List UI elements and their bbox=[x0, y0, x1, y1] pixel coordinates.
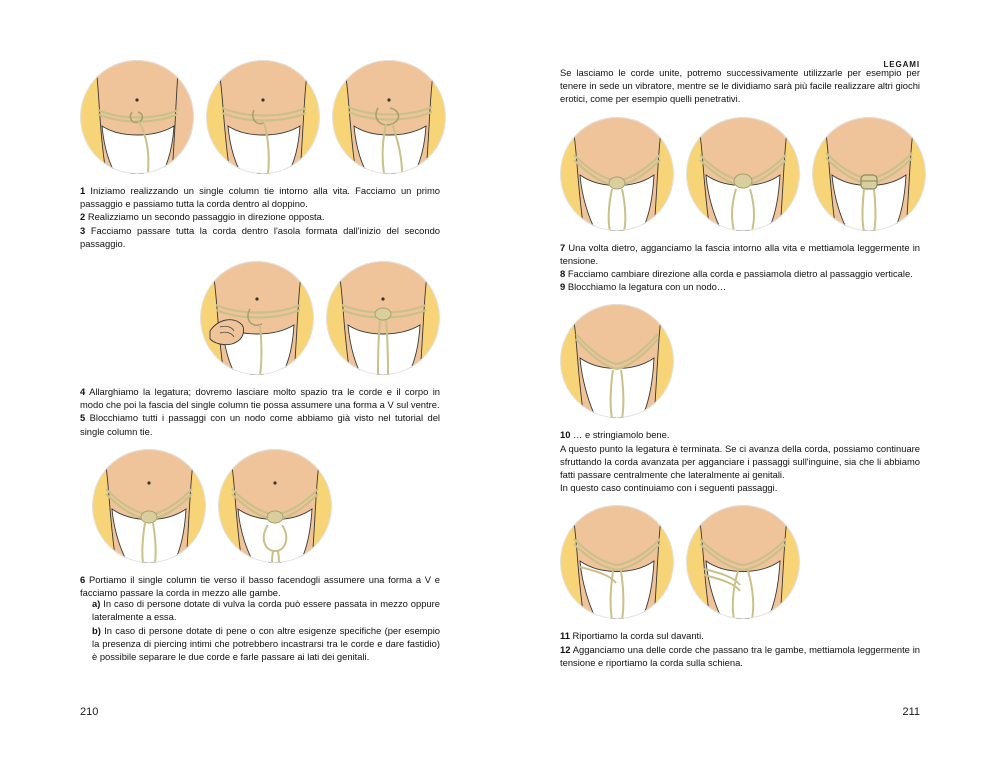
substep-b-text: In caso di persone dotate di pene o con altre esigenze specifiche (per esempio la presenza di piercing intimi che potrebbero incastrarsi tra le corde e dare fastidio) è possibile separare le due corde e farle passare ai lati dei genitali. bbox=[92, 624, 441, 663]
step-number-2: 2 bbox=[80, 211, 86, 223]
substep-a bbox=[80, 597, 440, 623]
step-text-8: Facciamo cambiare direzione alla corda e passiamola dietro al passaggio verticale. bbox=[567, 268, 913, 280]
substeps-paragraph bbox=[80, 597, 440, 663]
step-text-3: Facciamo passare tutta la corda dentro l'asola formata dall'inizio del secondo passaggio. bbox=[80, 224, 440, 249]
step-number-3: 3 bbox=[80, 224, 86, 236]
figure-waist-rope-start bbox=[80, 60, 194, 174]
step-10-paragraph bbox=[560, 428, 920, 441]
step-number-12: 12 bbox=[560, 643, 571, 655]
step-number-8: 8 bbox=[560, 268, 566, 280]
substep-b bbox=[80, 624, 440, 664]
figure-waist-rope-second-pass bbox=[206, 60, 320, 174]
figure-change-direction bbox=[686, 117, 800, 231]
step-text-11: Riportiamo la corda sul davanti. bbox=[572, 630, 704, 642]
step-11-12-paragraph bbox=[560, 629, 920, 669]
figure-v-shape-front bbox=[92, 449, 206, 563]
substep-a-letter: a) bbox=[92, 598, 101, 610]
figure-rope-to-front bbox=[560, 505, 674, 619]
figure-row-5 bbox=[560, 304, 920, 418]
step-number-1: 1 bbox=[80, 185, 86, 196]
step-text-2: Realizziamo un secondo passaggio in direzione opposta. bbox=[87, 211, 325, 223]
page-number-right: 211 bbox=[902, 706, 920, 718]
step-number-11: 11 bbox=[560, 630, 570, 642]
step-text-1: Iniziamo realizzando un single column tie intorno alla vita. Facciamo un primo passaggio e passiamo tutta la corda dentro al doppino. bbox=[80, 185, 441, 210]
intro-paragraph: Se lasciamo le corde unite, potremo successivamente utilizzarle per esempio per tenere in sede un vibratore, mentre se le dividiamo sarà più facile realizzare altri giochi erotici, come per esempio quelli penetrativi. bbox=[560, 67, 920, 105]
substep-b-letter: b) bbox=[92, 624, 101, 636]
note-paragraph bbox=[560, 442, 920, 495]
step-6-paragraph bbox=[80, 573, 440, 599]
step-number-10: 10 bbox=[560, 429, 571, 441]
figure-row-2 bbox=[80, 261, 440, 375]
figure-knot-block bbox=[326, 261, 440, 375]
step-text-6: Portiamo il single column tie verso il basso facendogli assumere una forma a V e facciamo passare la corda in mezzo alle gambe. bbox=[80, 573, 440, 599]
figure-waist-rope-through-loop bbox=[332, 60, 446, 174]
step-text-5: Blocchiamo tutti i passaggi con un nodo come abbiamo già visto nel tutorial del single column tie. bbox=[80, 412, 440, 437]
figure-row-4 bbox=[560, 117, 920, 231]
figure-row-6 bbox=[560, 505, 920, 619]
step-number-7: 7 bbox=[560, 241, 566, 253]
step-4-5-paragraph bbox=[80, 385, 440, 438]
step-7-9-paragraph bbox=[560, 241, 920, 294]
page-number-left: 210 bbox=[80, 706, 99, 718]
step-number-6: 6 bbox=[80, 573, 86, 585]
substep-a-text: In caso di persone dotate di vulva la corda può essere passata in mezzo oppure lateralmente a essa. bbox=[92, 598, 440, 623]
figure-hook-legs-ropes bbox=[686, 505, 800, 619]
note-text: A questo punto la legatura è terminata. Se ci avanza della corda, possiamo continuare sfruttando la corda avanzata per agganciare i passaggi sull'inguine, sia che li abbiamo fatti passare centralmente che lateralmente ai genitali. bbox=[560, 442, 920, 481]
step-1-3-paragraph bbox=[80, 184, 440, 250]
figure-tighten-well bbox=[560, 304, 674, 418]
step-text-10: … e stringiamolo bene. bbox=[573, 429, 670, 441]
note-text-2: In questo caso continuiamo con i seguenti passaggi. bbox=[560, 482, 778, 494]
figure-row-1 bbox=[80, 60, 440, 174]
step-text-7: Una volta dietro, agganciamo la fascia intorno alla vita e mettiamola leggermente in tensione. bbox=[560, 241, 920, 266]
right-page bbox=[500, 0, 1000, 768]
step-text-4: Allarghiamo la legatura; dovremo lasciare molto spazio tra le corde e il corpo in modo che poi la fascia del single column tie possa assumere una forma a V sul ventre. bbox=[80, 386, 440, 411]
figure-lock-with-knot bbox=[812, 117, 926, 231]
figure-row-3 bbox=[80, 449, 440, 563]
figure-back-hook-band bbox=[560, 117, 674, 231]
step-number-9: 9 bbox=[560, 281, 566, 293]
step-text-9: Blocchiamo la legatura con un nodo… bbox=[567, 281, 727, 293]
step-number-5: 5 bbox=[80, 412, 86, 424]
step-text-12: Agganciamo una delle corde che passano tra le gambe, mettiamola leggermente in tensione e riportiamo la corda sulla schiena. bbox=[560, 643, 920, 668]
running-head: LEGAMI bbox=[883, 60, 920, 69]
step-number-4: 4 bbox=[80, 386, 86, 398]
figure-v-shape-between-legs bbox=[218, 449, 332, 563]
figure-loosening-hand bbox=[200, 261, 314, 375]
